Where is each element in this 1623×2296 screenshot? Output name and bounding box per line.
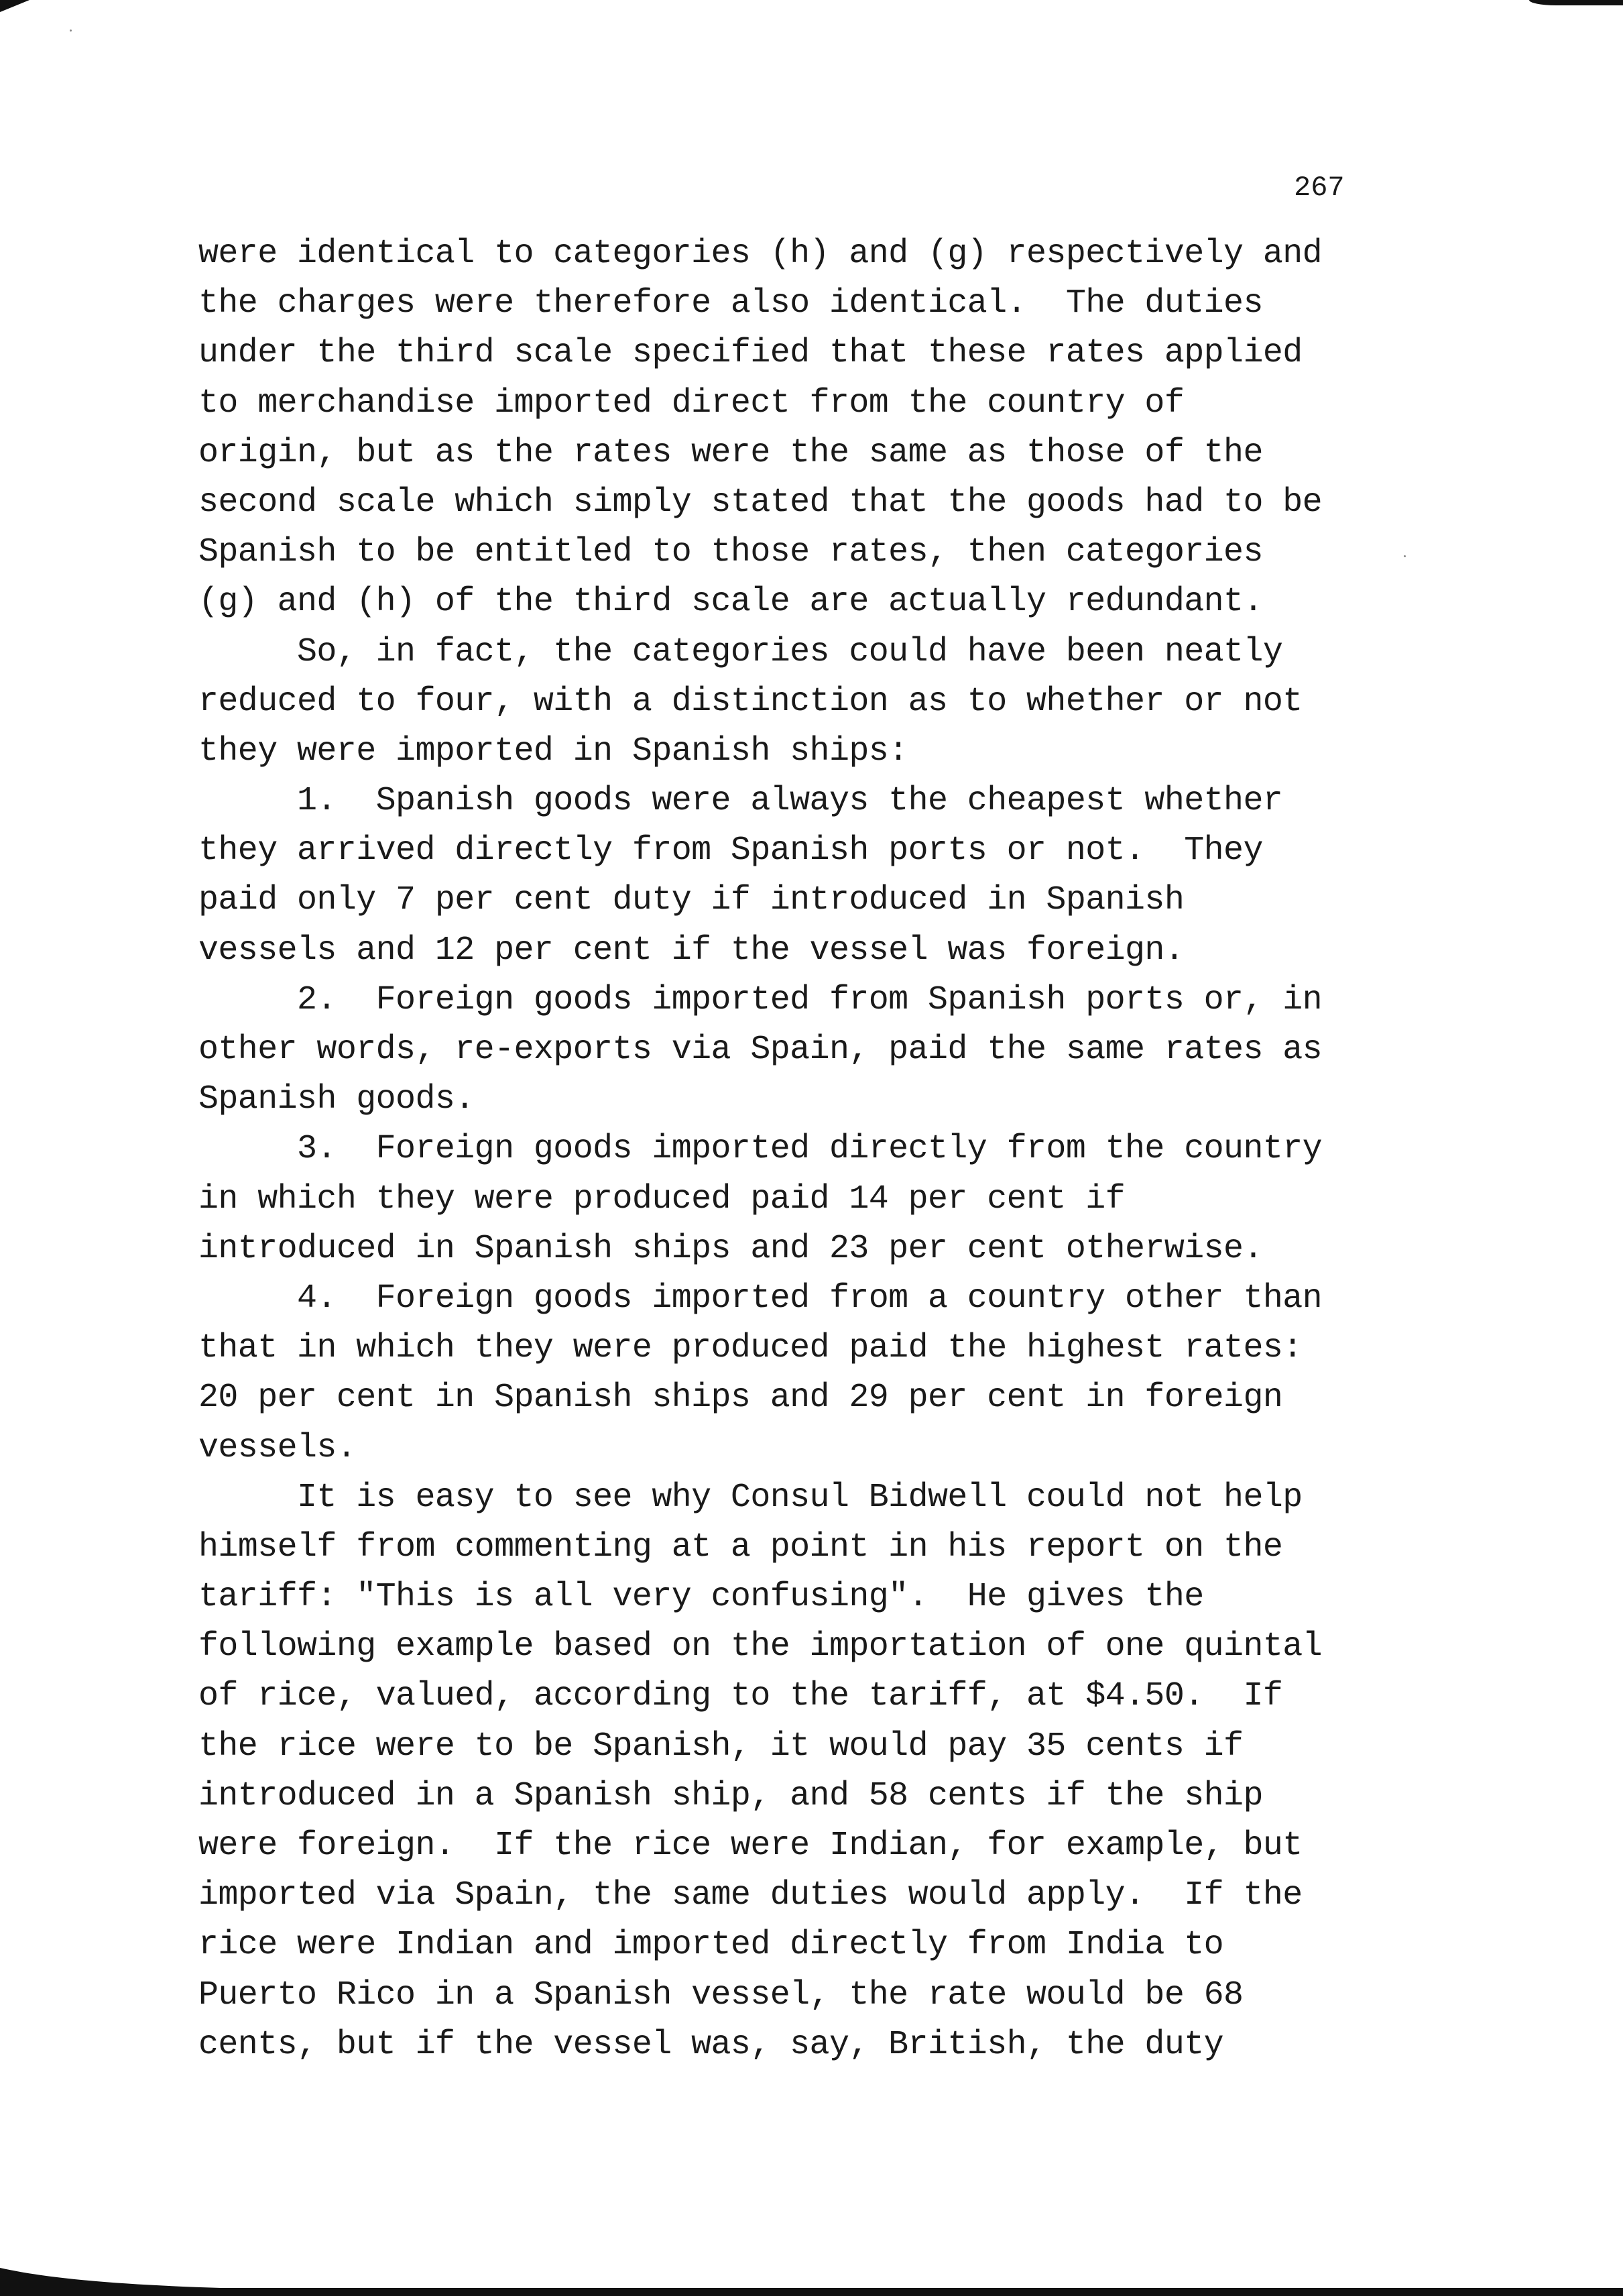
text-line: 2. Foreign goods imported from Spanish ports or, in [198,980,1323,1019]
text-line: 4. Foreign goods imported from a country other than [198,1279,1323,1318]
text-line: vessels. [198,1428,357,1467]
text-line: origin, but as the rates were the same as those of the [198,433,1263,472]
text-line: of rice, valued, according to the tariff, at $4.50. If [198,1677,1283,1716]
scan-bottom-edge [0,2268,1623,2296]
page-number: 267 [1294,172,1345,204]
text-line: So, in fact, the categories could have been neatly [198,632,1283,671]
text-line: Spanish goods. [198,1080,475,1119]
scan-corner-mark [0,0,29,12]
text-line: introduced in Spanish ships and 23 per cent otherwise. [198,1229,1263,1268]
text-line: the charges were therefore also identical. The duties [198,284,1263,323]
text-line: introduced in a Spanish ship, and 58 cents if the ship [198,1776,1263,1815]
scan-speck [70,30,72,32]
text-line: It is easy to see why Consul Bidwell could not help [198,1478,1303,1517]
text-line: 20 per cent in Spanish ships and 29 per cent in foreign [198,1379,1283,1418]
text-line: Puerto Rico in a Spanish vessel, the rate would be 68 [198,1975,1244,2014]
text-line: were foreign. If the rice were Indian, for example, but [198,1827,1303,1865]
text-line: vessels and 12 per cent if the vessel was foreign. [198,931,1185,970]
text-line: they arrived directly from Spanish ports or not. They [198,831,1263,870]
scan-speck [1404,555,1406,557]
text-line: that in which they were produced paid the highest rates: [198,1329,1303,1368]
text-line: to merchandise imported direct from the country of [198,384,1185,422]
text-line: Spanish to be entitled to those rates, then categories [198,533,1263,572]
text-line: reduced to four, with a distinction as to whether or not [198,682,1303,721]
text-line: under the third scale specified that these rates applied [198,334,1303,373]
text-line: the rice were to be Spanish, it would pay 35 cents if [198,1727,1244,1766]
text-line: cents, but if the vessel was, say, British, the duty [198,2025,1224,2064]
body-text [198,229,1322,2070]
text-line: 3. Foreign goods imported directly from the country [198,1130,1323,1169]
text-line: they were imported in Spanish ships: [198,732,908,770]
text-line: rice were Indian and imported directly from India to [198,1926,1224,1965]
text-line: following example based on the importation of one quintal [198,1627,1323,1666]
text-line: himself from commenting at a point in his report on the [198,1528,1283,1566]
text-line: paid only 7 per cent duty if introduced in Spanish [198,881,1185,920]
text-line: (g) and (h) of the third scale are actually redundant. [198,583,1263,622]
text-line: second scale which simply stated that the goods had to be [198,483,1323,522]
text-line: were identical to categories (h) and (g) respectively and [198,235,1323,273]
text-line: in which they were produced paid 14 per cent if [198,1180,1126,1218]
text-line: 1. Spanish goods were always the cheapest whether [198,782,1283,821]
text-line: tariff: "This is all very confusing". He gives the [198,1578,1204,1617]
scan-edge-mark [1529,0,1623,5]
text-line: other words, re-exports via Spain, paid the same rates as [198,1031,1323,1069]
text-line: imported via Spain, the same duties would apply. If the [198,1876,1303,1915]
